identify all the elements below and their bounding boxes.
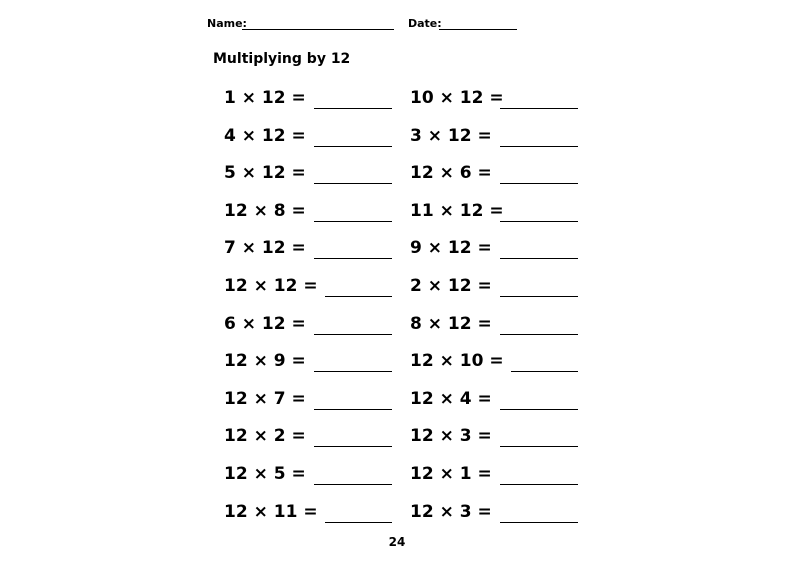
answer-line[interactable] <box>314 484 392 485</box>
answer-line[interactable] <box>500 183 578 184</box>
answer-line[interactable] <box>314 183 392 184</box>
problem-text: 12 × 7 = <box>224 388 306 409</box>
answer-line[interactable] <box>500 522 578 523</box>
problem-text: 7 × 12 = <box>224 238 306 259</box>
answer-line[interactable] <box>314 371 392 372</box>
problem-text: 12 × 2 = <box>224 426 306 447</box>
problem-text: 3 × 12 = <box>410 125 492 146</box>
problem-text: 12 × 1 = <box>410 463 492 484</box>
answer-line[interactable] <box>500 484 578 485</box>
answer-line[interactable] <box>500 221 578 222</box>
problem-text: 8 × 12 = <box>410 313 492 334</box>
problem-text: 12 × 3 = <box>410 426 492 447</box>
problem-text: 9 × 12 = <box>410 238 492 259</box>
answer-line[interactable] <box>511 371 578 372</box>
name-label: Name: <box>207 17 247 30</box>
answer-line[interactable] <box>500 146 578 147</box>
problem-text: 12 × 10 = <box>410 351 504 372</box>
problem-text: 12 × 5 = <box>224 463 306 484</box>
problem-text: 12 × 9 = <box>224 351 306 372</box>
answer-line[interactable] <box>500 108 578 109</box>
date-field-line[interactable] <box>439 29 517 30</box>
answer-line[interactable] <box>500 334 578 335</box>
problem-text: 11 × 12 = <box>410 200 504 221</box>
answer-line[interactable] <box>314 258 392 259</box>
problem-text: 12 × 11 = <box>224 501 318 522</box>
problem-text: 12 × 12 = <box>224 275 318 296</box>
answer-line[interactable] <box>500 446 578 447</box>
problem-text: 6 × 12 = <box>224 313 306 334</box>
problem-text: 4 × 12 = <box>224 125 306 146</box>
problem-text: 12 × 8 = <box>224 200 306 221</box>
answer-line[interactable] <box>325 522 392 523</box>
problem-text: 1 × 12 = <box>224 88 306 108</box>
answer-line[interactable] <box>314 108 392 109</box>
answer-line[interactable] <box>500 409 578 410</box>
answer-line[interactable] <box>500 296 578 297</box>
answer-line[interactable] <box>314 221 392 222</box>
worksheet-title: Multiplying by 12 <box>213 51 351 67</box>
answer-line[interactable] <box>314 446 392 447</box>
problem-text: 5 × 12 = <box>224 163 306 184</box>
problem-text: 2 × 12 = <box>410 275 492 296</box>
problem-text: 10 × 12 = <box>410 88 504 108</box>
date-label: Date: <box>408 17 442 30</box>
name-field-line[interactable] <box>242 29 394 30</box>
answer-line[interactable] <box>314 334 392 335</box>
answer-line[interactable] <box>325 296 392 297</box>
problem-text: 12 × 3 = <box>410 501 492 522</box>
answer-line[interactable] <box>500 258 578 259</box>
problem-text: 12 × 4 = <box>410 388 492 409</box>
problem-text: 12 × 6 = <box>410 163 492 184</box>
answer-line[interactable] <box>314 146 392 147</box>
answer-line[interactable] <box>314 409 392 410</box>
page-number: 24 <box>388 535 406 549</box>
